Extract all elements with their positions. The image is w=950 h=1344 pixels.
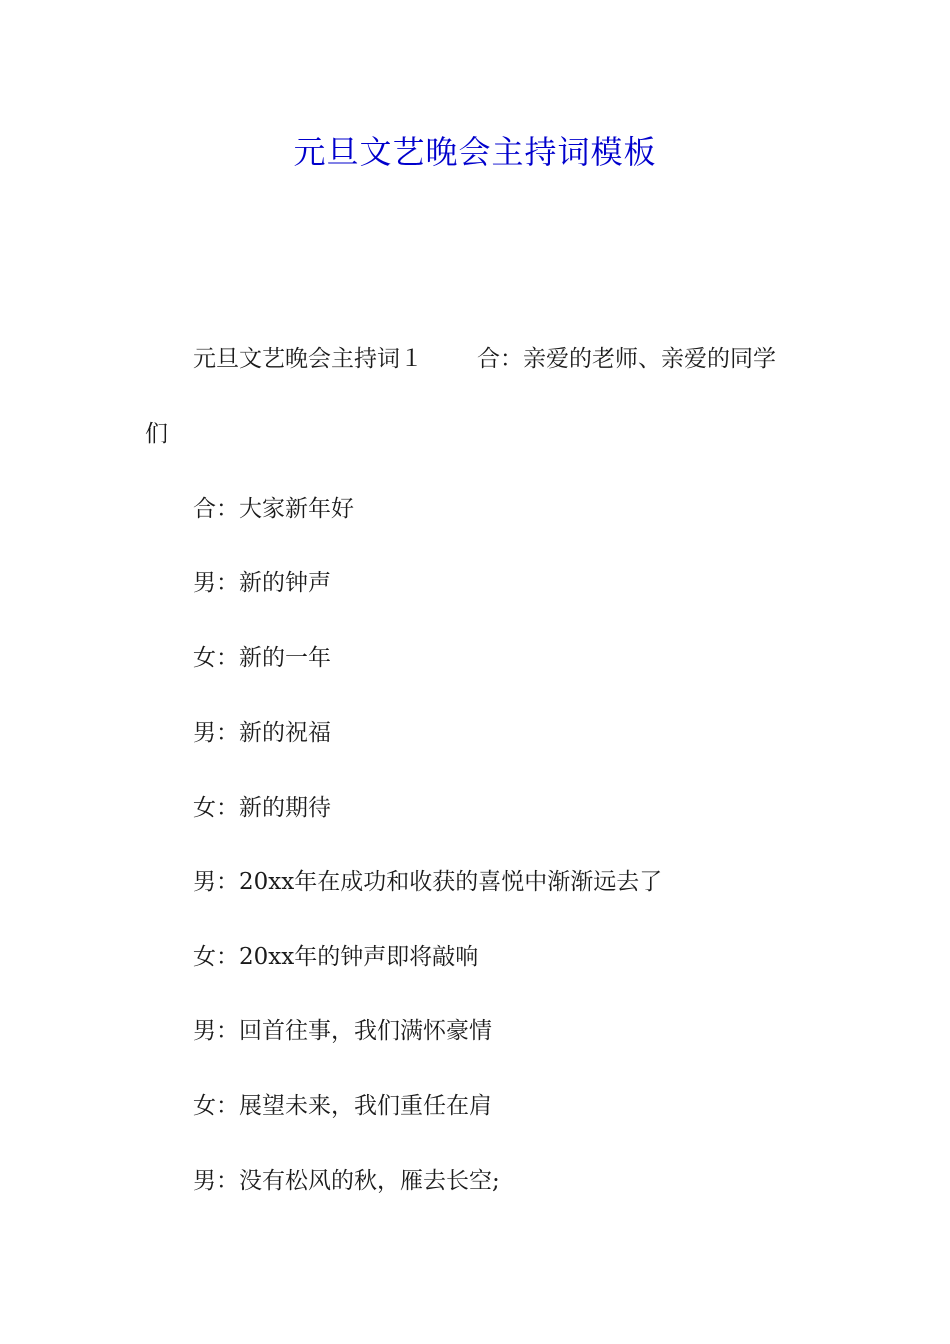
intro-line-wrap: 们 xyxy=(145,421,168,447)
script-line: 女：新的一年 xyxy=(193,645,331,671)
script-line: 男：新的祝福 xyxy=(193,720,331,746)
intro-heading: 元旦文艺晚会主持词１ xyxy=(193,346,423,372)
script-line: 合：大家新年好 xyxy=(193,496,354,522)
script-line: 男：回首往事，我们满怀豪情 xyxy=(193,1018,492,1044)
script-line: 女：20xx年的钟声即将敲响 xyxy=(193,944,479,970)
script-line: 男：没有松风的秋，雁去长空; xyxy=(193,1168,500,1194)
script-line: 男：新的钟声 xyxy=(193,570,331,596)
document-title: 元旦文艺晚会主持词模板 xyxy=(293,133,657,171)
script-line: 男：20xx年在成功和收获的喜悦中渐渐远去了 xyxy=(193,869,663,895)
intro-line xyxy=(193,343,776,375)
script-line: 女：展望未来，我们重任在肩 xyxy=(193,1093,492,1119)
script-line: 女：新的期待 xyxy=(193,795,331,821)
intro-line-first: 合：亲爱的老师、亲爱的同学 xyxy=(477,346,776,372)
